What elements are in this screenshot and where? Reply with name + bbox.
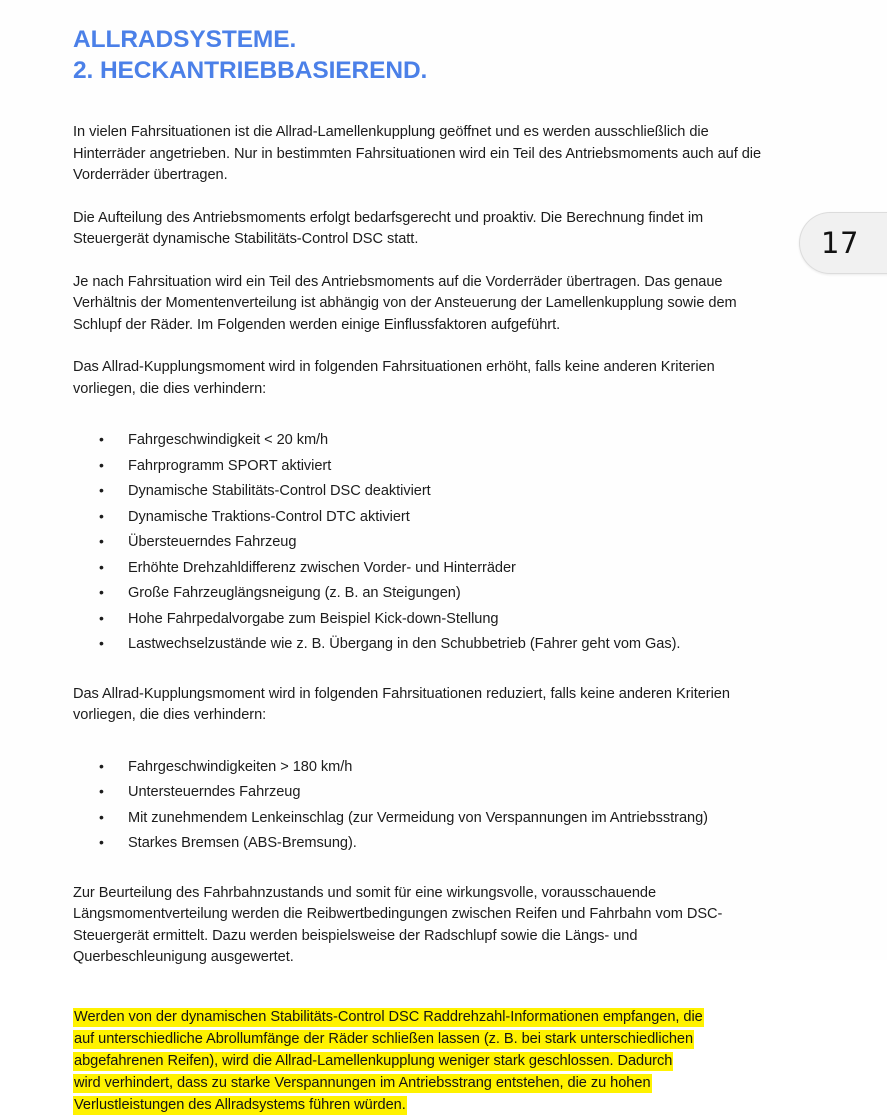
list-item: • Dynamische Traktions-Control DTC aktiviert (73, 507, 763, 528)
highlighted-line-2: auf unterschiedliche Abrollumfänge der Räder schließen lassen (z. B. bei stark unterschiedlichen (74, 1030, 694, 1047)
list-item: • Übersteuerndes Fahrzeug (73, 532, 763, 553)
list-item: • Dynamische Stabilitäts-Control DSC deaktiviert (73, 481, 763, 502)
paragraph-increase-intro: Das Allrad-Kupplungsmoment wird in folgenden Fahrsituationen erhöht, falls keine anderen Kriterien vorliegen, die dies verhindern: (73, 359, 715, 397)
page-title (73, 0, 763, 86)
list-item: • Untersteuerndes Fahrzeug (73, 782, 763, 803)
spacer (73, 660, 763, 684)
paragraph-torque-transfer-front: Je nach Fahrsituation wird ein Teil des Antriebsmoments auf die Vorderräder übertragen. Das genaue Verhältnis der Momentenverteilung ist abhängig von der Ansteuerung der Lamellenkupplung sowie dem Schlupf der Räder. Im Folgenden werden einige Einflussfaktoren aufgeführt. (73, 273, 737, 333)
spacer (73, 990, 763, 1006)
paragraph-road-condition-assessment: Zur Beurteilung des Fahrbahnzustands und somit für eine wirkungsvolle, vorausschauende Längsmomentverteilung werden die Reibwertbedingungen zwischen Reifen und Fahrbahn vom DSC-Steuergerät ermittelt. Dazu werden beispielsweise der Radschlupf sowie die Längs- und Querbeschleunigung ausgewertet. (73, 884, 723, 965)
document-body (73, 122, 763, 1117)
list-item: • Lastwechselzustände wie z. B. Übergang in den Schubbetrieb (Fahrer geht vom Gas). (73, 634, 763, 655)
list-item: • Starkes Bremsen (ABS-Bremsung). (73, 833, 763, 854)
document-content-column (73, 0, 763, 1117)
spacer (73, 748, 763, 757)
page-number-label: 17 (821, 225, 859, 260)
list-increase-conditions (73, 430, 763, 655)
page-title-line-1: ALLRADSYSTEME. (73, 26, 297, 53)
list-item: • Fahrgeschwindigkeit < 20 km/h (73, 430, 763, 451)
highlighted-line-4: wird verhindert, dass zu starke Verspannungen im Antriebsstrang entstehen, die zu hohen (74, 1075, 651, 1092)
list-item: • Hohe Fahrpedalvorgabe zum Beispiel Kick-down-Stellung (73, 609, 763, 630)
page-title-line-2: 2. HECKANTRIEBBASIEREND. (73, 57, 428, 84)
list-item: • Mit zunehmendem Lenkeinschlag (zur Vermeidung von Verspannungen im Antriebsstrang) (73, 808, 763, 829)
paragraph-intro-rear-drive: In vielen Fahrsituationen ist die Allrad-Lamellenkupplung geöffnet und es werden ausschließlich die Hinterräder angetrieben. Nur in bestimmten Fahrsituationen wird ein Teil des Antriebsmoments auch auf die Vorderräder übertragen. (73, 124, 762, 183)
paragraph-reduce-intro: Das Allrad-Kupplungsmoment wird in folgenden Fahrsituationen reduziert, falls keine anderen Kriterien vorliegen, die dies verhindern: (73, 685, 730, 723)
list-item: • Fahrgeschwindigkeiten > 180 km/h (73, 757, 763, 778)
highlighted-line-5: Verlustleistungen des Allradsystems führen würden. (74, 1097, 406, 1114)
paragraph-torque-split: Die Aufteilung des Antriebsmoments erfolgt bedarfsgerecht und proaktiv. Die Berechnung findet im Steuergerät dynamische Stabilitäts-Control DSC statt. (73, 209, 704, 247)
list-item: • Erhöhte Drehzahldifferenz zwischen Vorder- und Hinterräder (73, 558, 763, 579)
highlighted-passage (73, 1006, 763, 1117)
list-item: • Fahrprogramm SPORT aktiviert (73, 456, 763, 477)
highlighted-line-3: abgefahrenen Reifen), wird die Allrad-Lamellenkupplung weniger stark geschlossen. Dadurch (74, 1052, 673, 1069)
list-reduce-conditions (73, 757, 763, 855)
spacer (73, 421, 763, 430)
highlighted-line-1: Werden von der dynamischen Stabilitäts-Control DSC Raddrehzahl-Informationen empfangen, die (74, 1008, 703, 1025)
spacer (73, 859, 763, 883)
page-number-badge (799, 212, 887, 274)
list-item: • Große Fahrzeuglängsneigung (z. B. an Steigungen) (73, 583, 763, 604)
